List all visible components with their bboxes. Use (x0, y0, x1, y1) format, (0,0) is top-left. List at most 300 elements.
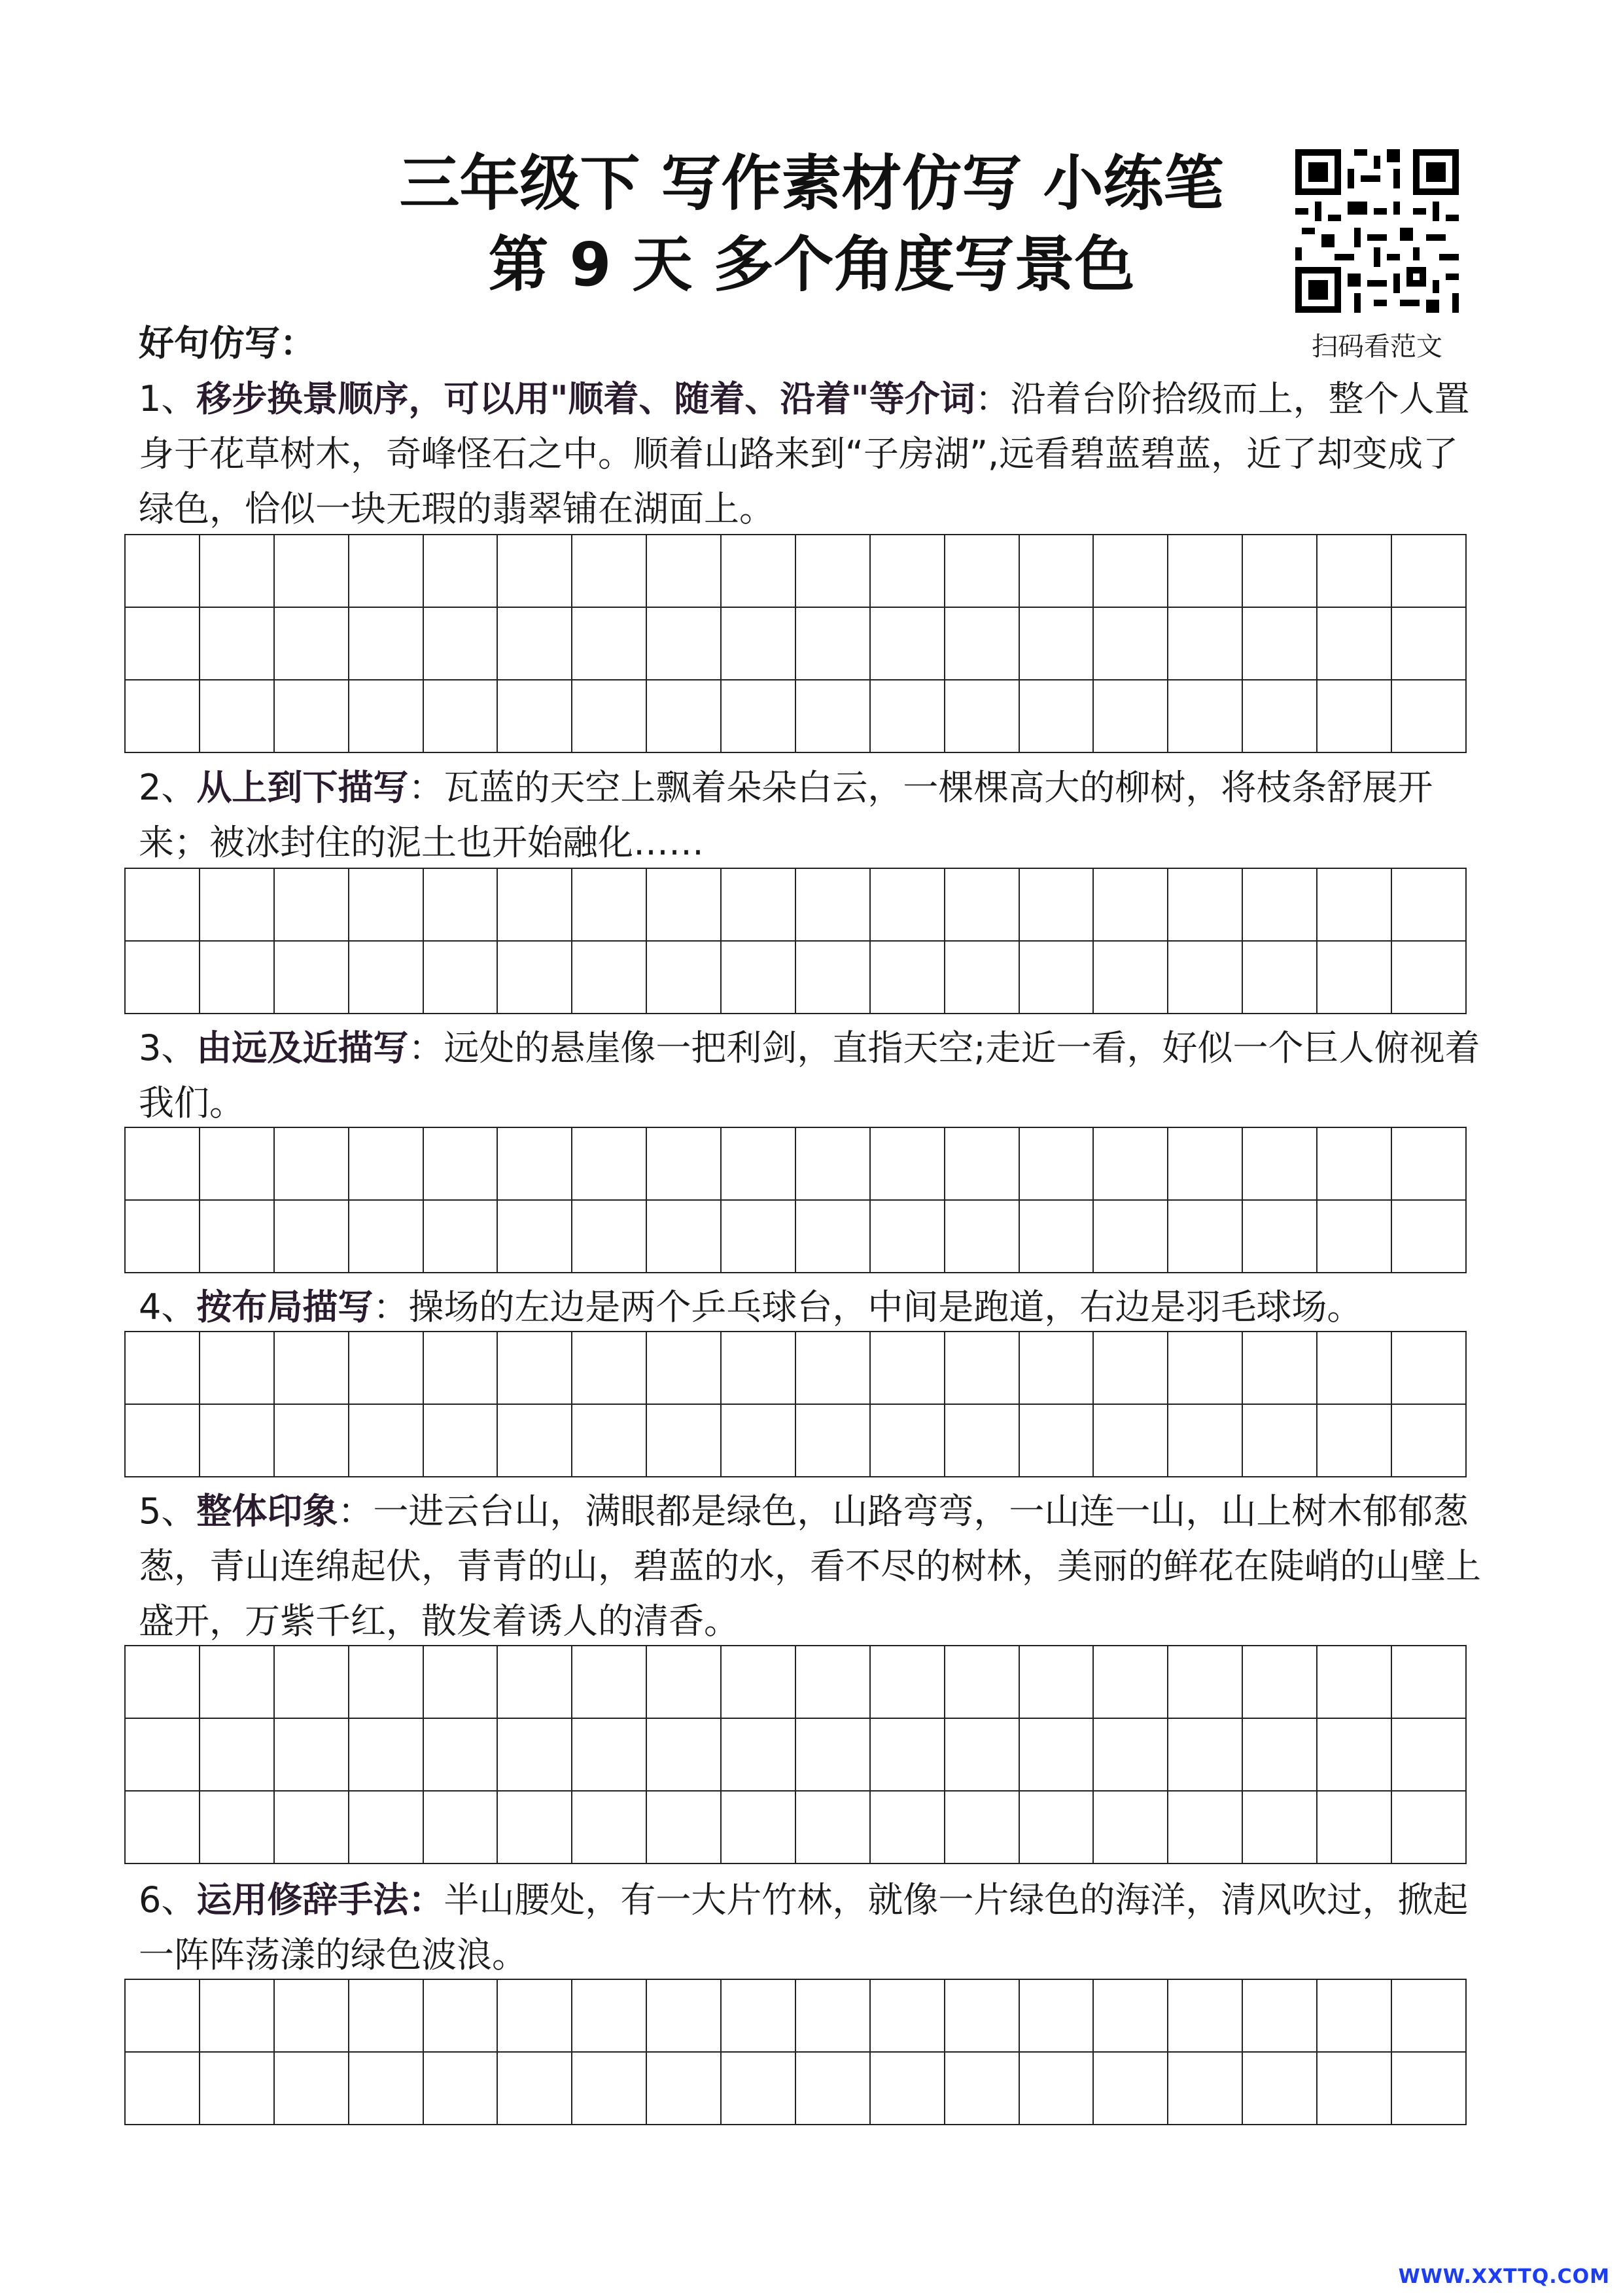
grid-cell[interactable] (646, 1332, 721, 1404)
grid-cell[interactable] (1019, 1979, 1094, 2052)
grid-cell[interactable] (423, 941, 498, 1014)
item-keyword: 整体印象 (196, 1491, 338, 1532)
item-number: 3、 (139, 1027, 197, 1069)
grid-cell[interactable] (1242, 868, 1317, 941)
grid-cell[interactable] (721, 1332, 795, 1404)
grid-cell[interactable] (1242, 1646, 1317, 1718)
grid-cell[interactable] (497, 607, 572, 680)
qr-caption: 扫码看范文 (1312, 332, 1442, 362)
grid-cell[interactable] (1168, 1646, 1242, 1718)
grid-cell[interactable] (945, 680, 1019, 752)
grid-cell[interactable] (125, 1200, 200, 1273)
grid-cell[interactable] (721, 1791, 795, 1863)
grid-cell[interactable] (1242, 941, 1317, 1014)
item-text: ：远处的悬崖像一把利剑，直指天空;走近一看，好似一个巨人俯视着我们。 (139, 1027, 1480, 1123)
item-text: ：沿着台阶拾级而上，整个人置身于花草树木，奇峰怪石之中。顺着山路来到“子房湖”,远看碧蓝碧蓝，近了却变成了绿色，恰似一块无瑕的翡翠铺在湖面上。 (139, 378, 1470, 529)
grid-cell[interactable] (945, 941, 1019, 1014)
grid-cell[interactable] (1391, 868, 1466, 941)
grid-cell[interactable] (200, 1718, 274, 1791)
grid-cell[interactable] (349, 1646, 423, 1718)
grid-cell[interactable] (274, 1646, 349, 1718)
grid-cell[interactable] (870, 1332, 945, 1404)
grid-cell[interactable] (1168, 535, 1242, 607)
grid-cell[interactable] (349, 1200, 423, 1273)
grid-cell[interactable] (795, 1332, 870, 1404)
grid-cell[interactable] (945, 1127, 1019, 1200)
grid-cell[interactable] (497, 1404, 572, 1477)
writing-grid-6[interactable] (124, 1979, 1467, 2125)
grid-cell[interactable] (1391, 1791, 1466, 1863)
grid-cell[interactable] (572, 1718, 646, 1791)
grid-cell[interactable] (423, 1404, 498, 1477)
item-number: 4、 (139, 1286, 197, 1328)
writing-grid-2[interactable] (124, 868, 1467, 1014)
grid-cell[interactable] (274, 1332, 349, 1404)
prompt-item-2 (139, 760, 1493, 870)
grid-cell[interactable] (795, 680, 870, 752)
grid-cell[interactable] (497, 941, 572, 1014)
grid-cell[interactable] (1317, 1718, 1391, 1791)
grid-row (125, 680, 1466, 752)
grid-cell[interactable] (125, 1979, 200, 2052)
grid-cell[interactable] (423, 1791, 498, 1863)
grid-cell[interactable] (274, 868, 349, 941)
grid-cell[interactable] (1242, 680, 1317, 752)
grid-cell[interactable] (200, 1127, 274, 1200)
grid-cell[interactable] (945, 1979, 1019, 2052)
grid-cell[interactable] (1317, 607, 1391, 680)
grid-cell[interactable] (1317, 941, 1391, 1014)
grid-cell[interactable] (1093, 1791, 1168, 1863)
grid-cell[interactable] (1242, 2052, 1317, 2125)
writing-grid-4[interactable] (124, 1331, 1467, 1477)
grid-cell[interactable] (1093, 607, 1168, 680)
grid-cell[interactable] (1093, 1200, 1168, 1273)
grid-row (125, 535, 1466, 607)
grid-cell[interactable] (1168, 1791, 1242, 1863)
grid-cell[interactable] (1093, 1127, 1168, 1200)
grid-cell[interactable] (274, 1718, 349, 1791)
grid-row (125, 1979, 1466, 2052)
grid-cell[interactable] (125, 535, 200, 607)
grid-cell[interactable] (572, 680, 646, 752)
grid-cell[interactable] (125, 1127, 200, 1200)
prompt-item-6 (139, 1873, 1493, 1983)
item-text: ：瓦蓝的天空上飘着朵朵白云，一棵棵高大的柳树，将枝条舒展开来；被冰封住的泥土也开始融化…… (139, 767, 1433, 863)
grid-cell[interactable] (274, 1200, 349, 1273)
grid-cell[interactable] (349, 2052, 423, 2125)
grid-cell[interactable] (721, 941, 795, 1014)
grid-cell[interactable] (1391, 1127, 1466, 1200)
grid-cell[interactable] (945, 2052, 1019, 2125)
grid-cell[interactable] (200, 1200, 274, 1273)
grid-row (125, 607, 1466, 680)
grid-cell[interactable] (1168, 941, 1242, 1014)
grid-cell[interactable] (1093, 1718, 1168, 1791)
grid-cell[interactable] (721, 1718, 795, 1791)
grid-cell[interactable] (1093, 1404, 1168, 1477)
grid-cell[interactable] (721, 1646, 795, 1718)
grid-cell[interactable] (646, 1200, 721, 1273)
grid-cell[interactable] (721, 535, 795, 607)
grid-cell[interactable] (1168, 1718, 1242, 1791)
grid-cell[interactable] (945, 868, 1019, 941)
grid-cell[interactable] (945, 1332, 1019, 1404)
grid-cell[interactable] (274, 607, 349, 680)
grid-cell[interactable] (795, 1979, 870, 2052)
grid-cell[interactable] (1093, 535, 1168, 607)
grid-cell[interactable] (1317, 868, 1391, 941)
grid-cell[interactable] (274, 1404, 349, 1477)
grid-cell[interactable] (497, 535, 572, 607)
grid-cell[interactable] (423, 1332, 498, 1404)
item-keyword: 按布局描写 (196, 1286, 374, 1328)
grid-cell[interactable] (646, 1791, 721, 1863)
grid-cell[interactable] (125, 1404, 200, 1477)
prompt-item-3 (139, 1021, 1493, 1131)
grid-cell[interactable] (945, 1718, 1019, 1791)
grid-cell[interactable] (945, 1404, 1019, 1477)
grid-cell[interactable] (200, 535, 274, 607)
grid-table (124, 1331, 1467, 1477)
grid-cell[interactable] (795, 2052, 870, 2125)
grid-cell[interactable] (795, 1127, 870, 1200)
grid-cell[interactable] (1019, 1718, 1094, 1791)
grid-cell[interactable] (423, 868, 498, 941)
grid-cell[interactable] (349, 941, 423, 1014)
grid-cell[interactable] (200, 607, 274, 680)
grid-cell[interactable] (349, 607, 423, 680)
grid-cell[interactable] (646, 2052, 721, 2125)
grid-row (125, 2052, 1466, 2125)
watermark: WWW.XXTTQ.COM (1398, 2265, 1610, 2288)
grid-cell[interactable] (721, 868, 795, 941)
grid-cell[interactable] (1242, 1979, 1317, 2052)
grid-cell[interactable] (1317, 535, 1391, 607)
grid-cell[interactable] (1391, 1718, 1466, 1791)
grid-cell[interactable] (200, 2052, 274, 2125)
item-keyword: 从上到下描写 (196, 767, 409, 808)
grid-cell[interactable] (1093, 1979, 1168, 2052)
grid-cell[interactable] (646, 1404, 721, 1477)
grid-cell[interactable] (572, 2052, 646, 2125)
grid-cell[interactable] (423, 1200, 498, 1273)
grid-row (125, 1404, 1466, 1477)
grid-cell[interactable] (1019, 868, 1094, 941)
grid-cell[interactable] (1093, 680, 1168, 752)
grid-cell[interactable] (870, 535, 945, 607)
grid-cell[interactable] (1168, 607, 1242, 680)
grid-cell[interactable] (125, 680, 200, 752)
prompt-item-4 (139, 1280, 1493, 1335)
section-label: 好句仿写： (139, 323, 315, 364)
grid-cell[interactable] (1019, 941, 1094, 1014)
grid-cell[interactable] (1168, 1200, 1242, 1273)
grid-cell[interactable] (1391, 535, 1466, 607)
grid-cell[interactable] (125, 1718, 200, 1791)
grid-cell[interactable] (945, 607, 1019, 680)
grid-cell[interactable] (945, 1791, 1019, 1863)
grid-cell[interactable] (423, 1979, 498, 2052)
grid-cell[interactable] (125, 607, 200, 680)
grid-cell[interactable] (125, 941, 200, 1014)
grid-cell[interactable] (1317, 1200, 1391, 1273)
grid-cell[interactable] (125, 1791, 200, 1863)
grid-cell[interactable] (125, 868, 200, 941)
grid-cell[interactable] (945, 1646, 1019, 1718)
item-keyword: 移步换景顺序，可以用"顺着、随着、沿着"等介词 (196, 378, 975, 419)
grid-cell[interactable] (1391, 1200, 1466, 1273)
grid-cell[interactable] (1019, 535, 1094, 607)
grid-cell[interactable] (572, 1332, 646, 1404)
grid-row (125, 1718, 1466, 1791)
grid-cell[interactable] (1391, 680, 1466, 752)
grid-cell[interactable] (1242, 1127, 1317, 1200)
grid-cell[interactable] (870, 607, 945, 680)
grid-cell[interactable] (423, 1718, 498, 1791)
grid-cell[interactable] (1168, 680, 1242, 752)
grid-cell[interactable] (1019, 1332, 1094, 1404)
prompt-item-5 (139, 1484, 1493, 1649)
grid-cell[interactable] (1391, 1404, 1466, 1477)
grid-cell[interactable] (1317, 2052, 1391, 2125)
grid-cell[interactable] (200, 680, 274, 752)
grid-cell[interactable] (349, 1127, 423, 1200)
grid-cell[interactable] (200, 1791, 274, 1863)
grid-cell[interactable] (1019, 1127, 1094, 1200)
grid-cell[interactable] (1093, 868, 1168, 941)
grid-cell[interactable] (274, 1791, 349, 1863)
grid-cell[interactable] (274, 941, 349, 1014)
grid-cell[interactable] (646, 1646, 721, 1718)
grid-cell[interactable] (870, 868, 945, 941)
grid-cell[interactable] (1391, 607, 1466, 680)
grid-cell[interactable] (497, 868, 572, 941)
writing-grid-1[interactable] (124, 534, 1467, 753)
grid-cell[interactable] (497, 1791, 572, 1863)
grid-cell[interactable] (721, 1979, 795, 2052)
grid-table (124, 1979, 1467, 2125)
grid-cell[interactable] (870, 1404, 945, 1477)
grid-cell[interactable] (274, 1127, 349, 1200)
grid-cell[interactable] (200, 1404, 274, 1477)
grid-cell[interactable] (1242, 1718, 1317, 1791)
grid-cell[interactable] (795, 941, 870, 1014)
grid-cell[interactable] (349, 1404, 423, 1477)
grid-cell[interactable] (646, 680, 721, 752)
grid-cell[interactable] (497, 1646, 572, 1718)
grid-row (125, 1127, 1466, 1200)
grid-cell[interactable] (572, 607, 646, 680)
grid-cell[interactable] (646, 1979, 721, 2052)
grid-cell[interactable] (423, 680, 498, 752)
grid-cell[interactable] (870, 1791, 945, 1863)
grid-cell[interactable] (572, 941, 646, 1014)
grid-cell[interactable] (1242, 1791, 1317, 1863)
grid-cell[interactable] (1242, 607, 1317, 680)
grid-cell[interactable] (497, 680, 572, 752)
grid-cell[interactable] (423, 1127, 498, 1200)
grid-cell[interactable] (1317, 680, 1391, 752)
writing-grid-3[interactable] (124, 1127, 1467, 1273)
grid-cell[interactable] (795, 1200, 870, 1273)
grid-cell[interactable] (1317, 1646, 1391, 1718)
grid-cell[interactable] (646, 535, 721, 607)
grid-cell[interactable] (945, 535, 1019, 607)
grid-cell[interactable] (200, 868, 274, 941)
grid-cell[interactable] (646, 1127, 721, 1200)
prompt-item-1 (139, 372, 1493, 537)
grid-cell[interactable] (423, 2052, 498, 2125)
grid-cell[interactable] (349, 535, 423, 607)
grid-cell[interactable] (572, 1791, 646, 1863)
grid-cell[interactable] (1019, 1404, 1094, 1477)
grid-cell[interactable] (1019, 607, 1094, 680)
grid-cell[interactable] (870, 941, 945, 1014)
grid-cell[interactable] (200, 941, 274, 1014)
grid-cell[interactable] (795, 1718, 870, 1791)
grid-cell[interactable] (1168, 868, 1242, 941)
grid-cell[interactable] (572, 1646, 646, 1718)
grid-cell[interactable] (349, 1332, 423, 1404)
grid-cell[interactable] (795, 535, 870, 607)
grid-cell[interactable] (1019, 680, 1094, 752)
grid-cell[interactable] (1317, 1979, 1391, 2052)
grid-cell[interactable] (1242, 1200, 1317, 1273)
item-number: 6、 (139, 1879, 197, 1920)
grid-cell[interactable] (125, 1332, 200, 1404)
grid-cell[interactable] (497, 1979, 572, 2052)
grid-cell[interactable] (497, 1127, 572, 1200)
grid-cell[interactable] (572, 535, 646, 607)
grid-cell[interactable] (497, 1718, 572, 1791)
item-keyword: 由远及近描写 (196, 1027, 409, 1069)
writing-grid-5[interactable] (124, 1645, 1467, 1864)
grid-cell[interactable] (1093, 2052, 1168, 2125)
grid-cell[interactable] (274, 2052, 349, 2125)
grid-cell[interactable] (572, 1404, 646, 1477)
grid-cell[interactable] (1242, 1332, 1317, 1404)
grid-cell[interactable] (1019, 1791, 1094, 1863)
grid-cell[interactable] (572, 1979, 646, 2052)
grid-cell[interactable] (1168, 1127, 1242, 1200)
grid-cell[interactable] (646, 941, 721, 1014)
grid-cell[interactable] (870, 1646, 945, 1718)
grid-cell[interactable] (497, 1200, 572, 1273)
grid-row (125, 1332, 1466, 1404)
grid-cell[interactable] (870, 680, 945, 752)
item-number: 5、 (139, 1491, 197, 1532)
grid-cell[interactable] (870, 1718, 945, 1791)
grid-cell[interactable] (423, 1646, 498, 1718)
page-title: 三年级下 写作素材仿写 小练笔 (399, 149, 1224, 219)
grid-cell[interactable] (349, 1718, 423, 1791)
grid-cell[interactable] (1317, 1404, 1391, 1477)
grid-cell[interactable] (795, 868, 870, 941)
grid-cell[interactable] (1391, 1332, 1466, 1404)
grid-cell[interactable] (497, 2052, 572, 2125)
grid-cell[interactable] (125, 1646, 200, 1718)
item-text: ：操场的左边是两个乒乓球台，中间是跑道，右边是羽毛球场。 (373, 1286, 1363, 1328)
grid-table (124, 1127, 1467, 1273)
grid-cell[interactable] (870, 2052, 945, 2125)
grid-cell[interactable] (795, 1791, 870, 1863)
grid-cell[interactable] (1019, 1200, 1094, 1273)
grid-row (125, 868, 1466, 941)
grid-cell[interactable] (721, 2052, 795, 2125)
grid-cell[interactable] (1242, 1404, 1317, 1477)
grid-cell[interactable] (200, 1979, 274, 2052)
grid-cell[interactable] (497, 1332, 572, 1404)
grid-cell[interactable] (1093, 941, 1168, 1014)
grid-cell[interactable] (274, 1979, 349, 2052)
grid-cell[interactable] (349, 1979, 423, 2052)
grid-cell[interactable] (721, 1127, 795, 1200)
grid-cell[interactable] (572, 1127, 646, 1200)
grid-cell[interactable] (349, 1791, 423, 1863)
grid-table (124, 1645, 1467, 1864)
grid-cell[interactable] (1391, 1646, 1466, 1718)
grid-cell[interactable] (1168, 1332, 1242, 1404)
grid-cell[interactable] (870, 1979, 945, 2052)
grid-cell[interactable] (572, 868, 646, 941)
grid-cell[interactable] (795, 1646, 870, 1718)
grid-cell[interactable] (1391, 1979, 1466, 2052)
grid-cell[interactable] (1019, 1646, 1094, 1718)
grid-cell[interactable] (870, 1200, 945, 1273)
grid-cell[interactable] (795, 607, 870, 680)
item-text: ：一进云台山，满眼都是绿色，山路弯弯，一山连一山，山上树木郁郁葱葱，青山连绵起伏，青青的山，碧蓝的水，看不尽的树林，美丽的鲜花在陡峭的山壁上盛开，万紫千红，散发着诱人的清香。 (139, 1491, 1481, 1642)
grid-cell[interactable] (125, 2052, 200, 2125)
grid-cell[interactable] (572, 1200, 646, 1273)
grid-row (125, 1791, 1466, 1863)
grid-cell[interactable] (423, 607, 498, 680)
grid-cell[interactable] (200, 1332, 274, 1404)
grid-cell[interactable] (721, 1200, 795, 1273)
grid-cell[interactable] (1168, 1979, 1242, 2052)
grid-cell[interactable] (1093, 1332, 1168, 1404)
grid-cell[interactable] (1317, 1332, 1391, 1404)
grid-cell[interactable] (795, 1404, 870, 1477)
grid-row (125, 1646, 1466, 1718)
grid-cell[interactable] (1168, 2052, 1242, 2125)
grid-cell[interactable] (349, 868, 423, 941)
grid-cell[interactable] (423, 535, 498, 607)
grid-table (124, 868, 1467, 1014)
grid-cell[interactable] (646, 868, 721, 941)
grid-cell[interactable] (274, 535, 349, 607)
grid-cell[interactable] (1317, 1127, 1391, 1200)
grid-cell[interactable] (721, 1404, 795, 1477)
grid-cell[interactable] (945, 1200, 1019, 1273)
item-keyword: 运用修辞手法： (196, 1879, 444, 1920)
grid-cell[interactable] (721, 607, 795, 680)
grid-cell[interactable] (1242, 535, 1317, 607)
grid-cell[interactable] (870, 1127, 945, 1200)
grid-cell[interactable] (1317, 1791, 1391, 1863)
grid-cell[interactable] (646, 1718, 721, 1791)
grid-cell[interactable] (349, 680, 423, 752)
grid-cell[interactable] (721, 680, 795, 752)
grid-cell[interactable] (1168, 1404, 1242, 1477)
grid-cell[interactable] (1019, 2052, 1094, 2125)
grid-cell[interactable] (1391, 2052, 1466, 2125)
grid-cell[interactable] (1093, 1646, 1168, 1718)
grid-cell[interactable] (200, 1646, 274, 1718)
grid-cell[interactable] (274, 680, 349, 752)
grid-cell[interactable] (646, 607, 721, 680)
grid-cell[interactable] (1391, 941, 1466, 1014)
